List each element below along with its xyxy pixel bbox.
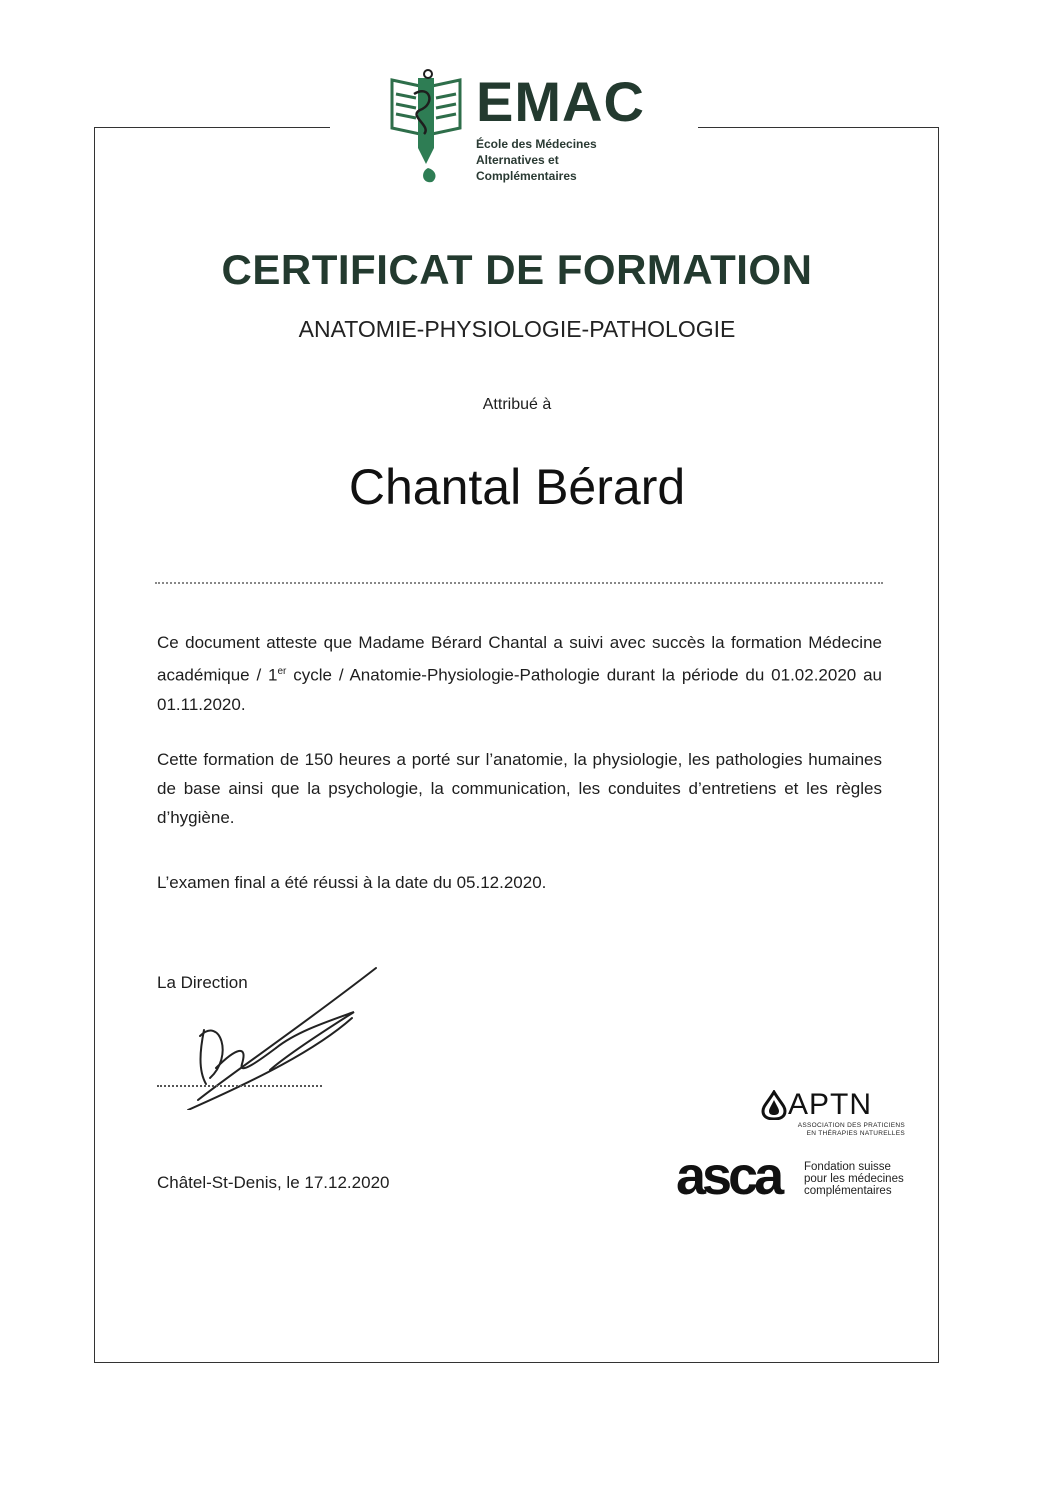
handwritten-signature <box>176 960 386 1110</box>
aptn-logo <box>760 1088 905 1148</box>
emac-logo <box>384 64 674 194</box>
exam-paragraph: L’examen final a été réussi à la date du 05.12.2020. <box>157 873 547 892</box>
certificate-title: CERTIFICAT DE FORMATION <box>221 246 813 293</box>
attestation-paragraph: Ce document atteste que Madame Bérard Chantal a suivi avec succès la formation Médecine académique / 1er cycle / Anatomie-Physiologie-Pathologie durant la période du 01.02.2020 au 01.11.2020. <box>157 633 883 714</box>
place-and-date: Châtel-St-Denis, le 17.12.2020 <box>157 1173 390 1192</box>
asca-subtitle: Fondation suisse pour les médecines complémentaires <box>804 1161 904 1197</box>
emac-subtitle: École des Médecines Alternatives et Complémentaires <box>476 137 597 183</box>
asca-logo <box>676 1146 916 1206</box>
emac-wordmark: EMAC <box>476 70 645 133</box>
dotted-divider <box>155 582 883 584</box>
emac-book-pencil-icon <box>384 64 468 190</box>
ordinal-superscript: er <box>277 666 287 677</box>
signature-label: La Direction <box>157 973 248 992</box>
content-paragraph: Cette formation de 150 heures a porté sur l’anatomie, la physiologie, les pathologies humaines de base ainsi que la psychologie, la communication, les conduites d’entretiens et les règles d’hygiène. <box>157 750 882 827</box>
attributed-label: Attribué à <box>482 396 552 413</box>
signature-line <box>157 1085 322 1087</box>
certificate-subtitle: ANATOMIE-PHYSIOLOGIE-PATHOLOGIE <box>298 316 736 342</box>
aptn-wordmark: APTN <box>788 1088 873 1121</box>
aptn-drop-icon <box>760 1090 788 1120</box>
asca-wordmark: asca <box>676 1146 781 1206</box>
recipient-name: Chantal Bérard <box>348 459 686 515</box>
aptn-subtitle: ASSOCIATION DES PRATICIENS EN THÉRAPIES NATURELLES <box>797 1122 905 1137</box>
